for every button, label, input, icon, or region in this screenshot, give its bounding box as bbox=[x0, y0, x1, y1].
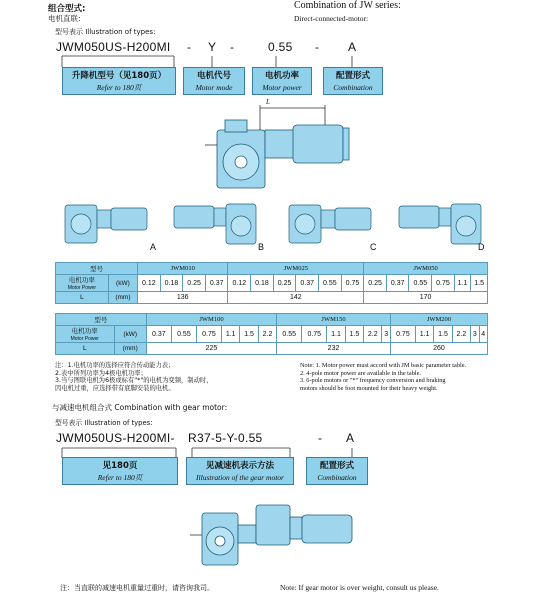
row-power-unit: (kW) bbox=[108, 275, 137, 292]
power-cell: 0.37 bbox=[386, 275, 409, 292]
power-cell: 0.75 bbox=[432, 275, 455, 292]
code-dash-2: - bbox=[230, 40, 235, 54]
power-cell: 0.75 bbox=[196, 326, 221, 343]
code2-dash: - bbox=[318, 431, 323, 445]
variant-c-drawing bbox=[284, 200, 384, 250]
power-cell: 0.25 bbox=[273, 275, 296, 292]
power-cell: 1.1 bbox=[327, 326, 345, 343]
power-cell: 0.18 bbox=[251, 275, 274, 292]
l-cell: 136 bbox=[137, 292, 228, 304]
power-cell: 2.2 bbox=[258, 326, 276, 343]
l-cell: 260 bbox=[390, 343, 487, 355]
power-cell: 1.1 bbox=[415, 326, 433, 343]
power-cell: 1.5 bbox=[471, 275, 488, 292]
group-jwm050: JWM050 bbox=[364, 263, 488, 275]
code2-part-model: JWM050US-H200MI- bbox=[56, 431, 175, 445]
row-l-unit: (mm) bbox=[108, 292, 137, 304]
row-type-label: 型号 bbox=[56, 314, 147, 326]
power-cell: 0.55 bbox=[409, 275, 432, 292]
box-motor-power: 电机功率 Motor power bbox=[252, 67, 312, 95]
group-jwm025: JWM025 bbox=[228, 263, 364, 275]
power-cell: 0.75 bbox=[302, 326, 327, 343]
power-cell: 0.55 bbox=[171, 326, 196, 343]
type-label-2: 型号表示 Illustration of types: bbox=[55, 419, 153, 427]
power-cell: 0.25 bbox=[364, 275, 387, 292]
power-cell: 0.55 bbox=[277, 326, 302, 343]
power-cell: 0.37 bbox=[296, 275, 319, 292]
l-cell: 170 bbox=[364, 292, 488, 304]
box-combination: 配置形式 Combination bbox=[323, 67, 383, 95]
header-zh-title: 组合型式: bbox=[48, 4, 86, 14]
variant-b-drawing bbox=[170, 200, 270, 250]
box2-refer: 见180页 Refer to 180页 bbox=[62, 457, 178, 485]
power-cell: 1.5 bbox=[434, 326, 452, 343]
code-part-model: JWM050US-H200MI bbox=[56, 40, 171, 54]
row-l-label: L bbox=[56, 292, 109, 304]
notes-en: Note: 1. Motor power must accord with JM basic parameter table. 2. 4-pole motor power are available in the table. 3. 6-pole motors or "*" frequency conversion and braking motors should be foot mounted for their heavy weight. bbox=[300, 362, 467, 392]
power-cell: 2.2 bbox=[452, 326, 470, 343]
row-power-label: 电机功率 Motor Power bbox=[56, 326, 115, 343]
power-cell: 0.12 bbox=[228, 275, 251, 292]
power-cell: 0.75 bbox=[341, 275, 364, 292]
code-dash-1: - bbox=[187, 40, 192, 54]
box2-combination: 配置形式 Combination bbox=[306, 457, 368, 485]
header-en-title: Combination of JW series: bbox=[294, 0, 401, 11]
l-cell: 142 bbox=[228, 292, 364, 304]
power-cell: 0.37 bbox=[146, 326, 171, 343]
variant-a-label: A bbox=[150, 242, 157, 252]
type-label-1: 型号表示 Illustration of types: bbox=[55, 28, 156, 36]
power-cell: 4 bbox=[479, 326, 487, 343]
main-assembly-drawing bbox=[205, 100, 405, 200]
dimension-L-label: L bbox=[266, 98, 270, 106]
power-cell: 1.5 bbox=[240, 326, 258, 343]
row-type-label: 型号 bbox=[56, 263, 138, 275]
power-cell: 3 bbox=[382, 326, 390, 343]
variant-c-label: C bbox=[370, 242, 377, 252]
group-jwm100: JWM100 bbox=[146, 314, 276, 326]
power-cell: 1.1 bbox=[454, 275, 471, 292]
group-jwm150: JWM150 bbox=[277, 314, 391, 326]
power-cell: 1.1 bbox=[222, 326, 240, 343]
variant-d-label: D bbox=[478, 242, 485, 252]
code-part-motor: Y bbox=[208, 40, 217, 54]
footer-zh: 注：当直联的减速电机重量过重时，请咨询我司。 bbox=[60, 584, 214, 592]
power-cell: 2.2 bbox=[364, 326, 382, 343]
l-cell: 232 bbox=[277, 343, 391, 355]
row-power-label: 电机功率 Motor Power bbox=[56, 275, 109, 292]
power-cell: 3 bbox=[471, 326, 479, 343]
power-cell: 1.5 bbox=[345, 326, 363, 343]
box2-gear-motor: 见减速机表示方法 Illustration of the gear motor bbox=[186, 457, 294, 485]
code2-part-gear-motor: R37-5-Y-0.55 bbox=[188, 431, 263, 445]
spec-table-1 bbox=[55, 262, 488, 304]
code2-part-combination: A bbox=[346, 431, 355, 445]
variant-b-label: B bbox=[258, 242, 265, 252]
code-dash-3: - bbox=[315, 40, 320, 54]
power-cell: 0.55 bbox=[318, 275, 341, 292]
header-zh-sub: 电机直联: bbox=[48, 14, 81, 23]
row-l-unit: (mm) bbox=[114, 343, 146, 355]
power-cell: 0.37 bbox=[205, 275, 228, 292]
group-jwm200: JWM200 bbox=[390, 314, 487, 326]
power-cell: 0.25 bbox=[183, 275, 206, 292]
box-motor-mode: 电机代号 Motor mode bbox=[183, 67, 245, 95]
code-part-combination: A bbox=[348, 40, 357, 54]
code-part-power: 0.55 bbox=[268, 40, 293, 54]
power-cell: 0.12 bbox=[137, 275, 160, 292]
row-l-label: L bbox=[56, 343, 115, 355]
box-lift-model: 升降机型号（见180页） Refer to 180页 bbox=[62, 67, 176, 95]
header-en-sub: Direct-connected-motor: bbox=[294, 14, 369, 23]
group-jwm010: JWM010 bbox=[137, 263, 228, 275]
power-cell: 0.75 bbox=[390, 326, 415, 343]
gear-motor-assembly-drawing bbox=[190, 495, 360, 575]
footer-en: Note: If gear motor is over weight, consult us please. bbox=[280, 583, 439, 592]
notes-zh: 注：1.电机功率的选择应符合传动能力表； 2.表中所列功率为4极电机功率； 3.当与图联电机为6极或标有"*"的电机为变频，制动时， 因电机过重，应选择带有底脚安装的电机。 bbox=[55, 362, 213, 392]
variant-a-drawing bbox=[60, 200, 160, 250]
row-power-unit: (kW) bbox=[114, 326, 146, 343]
power-cell: 0.18 bbox=[160, 275, 183, 292]
section2-title: 与减速电机组合式 Combination with gear motor: bbox=[52, 403, 228, 412]
l-cell: 225 bbox=[146, 343, 276, 355]
spec-table-2 bbox=[55, 313, 488, 355]
